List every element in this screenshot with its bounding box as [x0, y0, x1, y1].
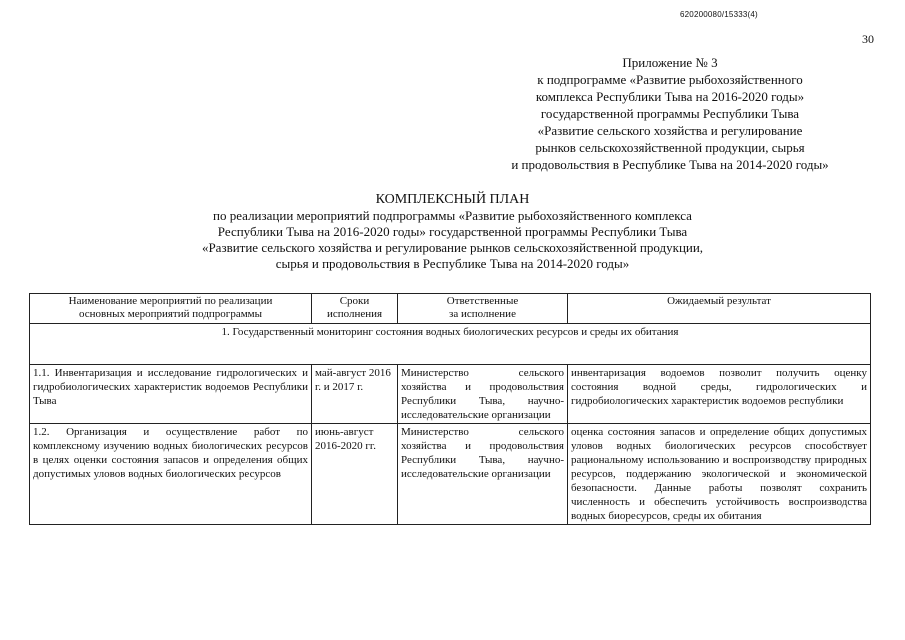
- plan-heading: [150, 192, 755, 272]
- column-header-line: Ответственные: [446, 295, 519, 307]
- column-header-line: основных мероприятий подпрограммы: [78, 308, 263, 320]
- appendix-line: государственной программы Республики Тыва: [540, 106, 800, 121]
- document-registration-number: 620200080/15333(4): [680, 10, 758, 19]
- appendix-line: комплекса Республики Тыва на 2016-2020 годы»: [535, 89, 805, 104]
- page-number: 30: [862, 32, 874, 46]
- column-header-line: Ожидаемый результат: [667, 295, 771, 307]
- plan-subtitle-line: Республики Тыва на 2016-2020 годы» государственной программы Республики Тыва: [217, 224, 688, 239]
- plan-title: КОМПЛЕКСНЫЙ ПЛАН: [375, 192, 530, 207]
- result-cell: инвентаризация водоемов позволит получить оценку состояния водной среды, гидрологических и гидробиологических характеристик водоемов республики: [568, 365, 871, 424]
- table-row: [30, 424, 871, 525]
- column-header-line: за исполнение: [449, 308, 516, 320]
- column-header-line: Сроки: [339, 295, 370, 307]
- column-header-responsible: [398, 294, 568, 324]
- plan-subtitle-line: сырья и продовольствия в Республике Тыва на 2014-2020 годы»: [275, 256, 630, 271]
- term-cell: июнь-август 2016-2020 гг.: [312, 424, 398, 525]
- column-header-line: исполнения: [326, 308, 383, 320]
- appendix-line: рынков сельскохозяйственной продукции, сырья: [535, 140, 805, 155]
- responsible-cell: Министерство сельского хозяйства и продовольствия Республики Тыва, научно-исследовательские организации: [398, 424, 568, 525]
- column-header-result: [568, 294, 871, 324]
- appendix-line: и продовольствия в Республике Тыва на 2014-2020 годы»: [511, 157, 829, 172]
- plan-subtitle-line: по реализации мероприятий подпрограммы «Развитие рыбохозяйственного комплекса: [213, 208, 692, 223]
- term-cell: май-август 2016 г. и 2017 г.: [312, 365, 398, 424]
- section-row: [30, 324, 871, 365]
- table-header-row: [30, 294, 871, 324]
- appendix-line: к подпрограмме «Развитие рыбохозяйственного: [537, 72, 803, 87]
- section-title: 1. Государственный мониторинг состояния водных биологических ресурсов и среды их обитания: [30, 324, 871, 365]
- appendix-label: Приложение № 3: [622, 55, 718, 70]
- column-header-line: Наименование мероприятий по реализации: [68, 295, 273, 307]
- responsible-cell: Министерство сельского хозяйства и продовольствия Республики Тыва, научно-исследовательские организации: [398, 365, 568, 424]
- plan-subtitle-line: «Развитие сельского хозяйства и регулирование рынков сельскохозяйственной продукции,: [201, 240, 704, 255]
- appendix-heading: [470, 54, 870, 173]
- column-header-term: [312, 294, 398, 324]
- column-header-activity: [30, 294, 312, 324]
- activity-cell: 1.2. Организация и осуществление работ по комплексному изучению водных биологических ресурсов в целях оценки состояния запасов и определения общих допустимых уловов водных биологических ресурсов: [30, 424, 312, 525]
- table-row: [30, 365, 871, 424]
- result-cell: оценка состояния запасов и определение общих допустимых уловов водных биологических ресурсов способствует рациональному использованию и воспроизводству природных ресурсов, поддержанию экологической и экономической безопасности. Данные работы позволят сохранить численность и обеспечить устойчивость воспроизводства водных биоресурсов, среды их обитания: [568, 424, 871, 525]
- appendix-line: «Развитие сельского хозяйства и регулирование: [537, 123, 803, 138]
- plan-table: [29, 293, 871, 525]
- activity-cell: 1.1. Инвентаризация и исследование гидрологических и гидробиологических характеристик водоемов Республики Тыва: [30, 365, 312, 424]
